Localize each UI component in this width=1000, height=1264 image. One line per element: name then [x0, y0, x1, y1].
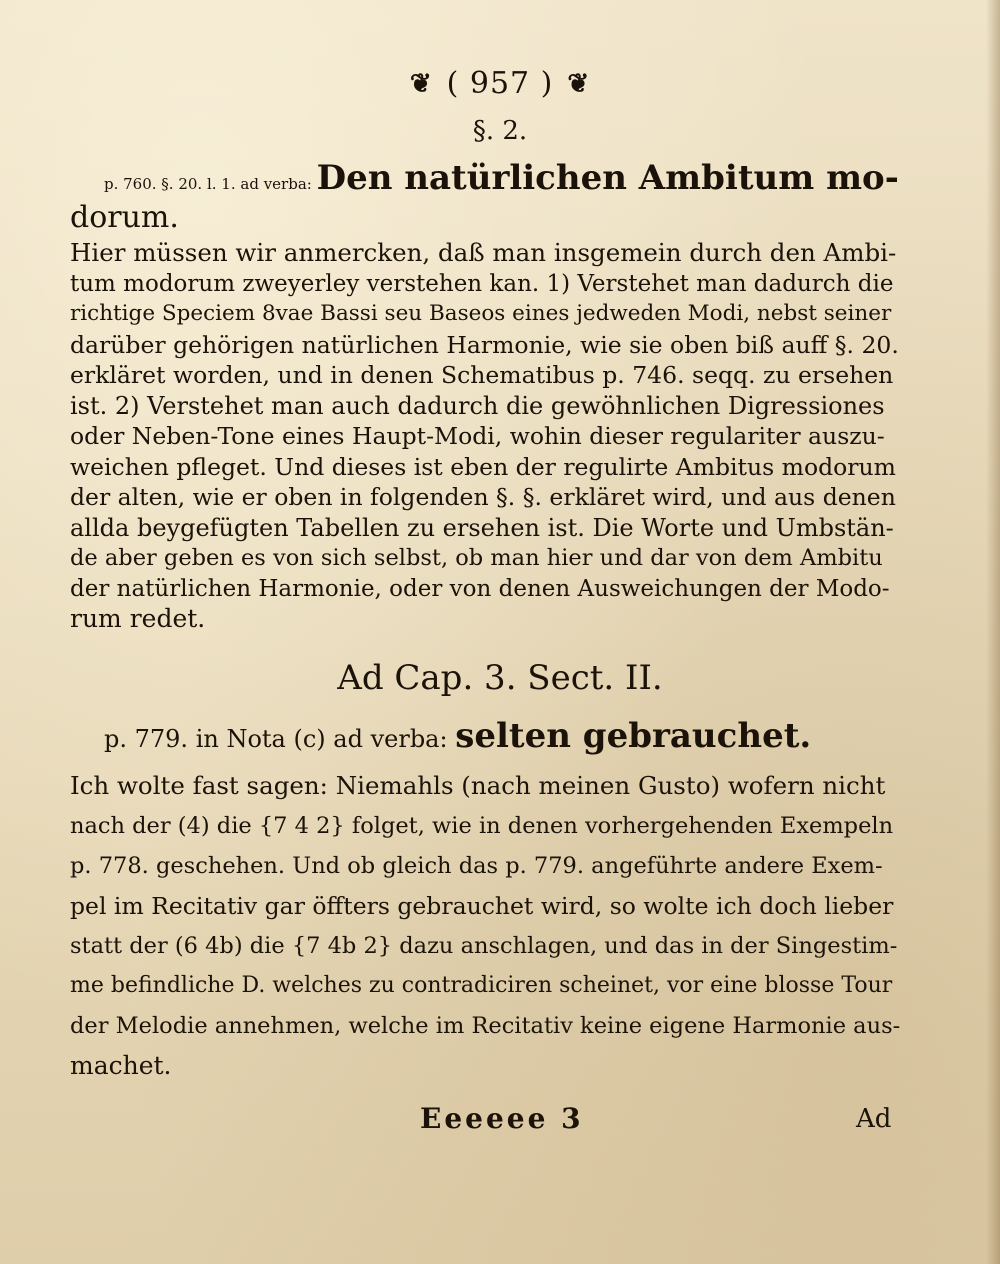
reference-quote: selten gebrauchet. [455, 716, 812, 756]
reference-prefix: p. 760. §. 20. l. 1. ad verba: [104, 175, 312, 193]
text-line: machet. [70, 1051, 172, 1080]
text-line: nach der (4) die {7 4 2} folget, wie in denen vorhergehenden Exempeln [70, 813, 894, 839]
text-line: me befindliche D. welches zu contradiciren scheinet, vor eine blosse Tour [70, 973, 893, 998]
text-line: oder Neben-Tone eines Haupt-Modi, wohin dieser regulariter auszu- [70, 422, 885, 450]
section2-body [70, 766, 900, 1086]
signature-mark: Eeeeee 3 [420, 1102, 584, 1135]
section-mark: §. 2. [472, 116, 528, 146]
text-line: de aber geben es von sich selbst, ob man hier und dar von dem Ambitu [70, 545, 883, 571]
text-line: Hier müssen wir anmercken, daß man insgemein durch den Ambi- [70, 238, 897, 267]
text-line: tum modorum zweyerley verstehen kan. 1) Verstehet man dadurch die [70, 270, 894, 297]
text-line: p. 778. geschehen. Und ob gleich das p. 779. angeführte andere Exem- [70, 853, 883, 879]
reference-quote: Den natürlichen Ambitum mo- [316, 158, 899, 198]
text-line: darüber gehörigen natürlichen Harmonie, wie sie oben biß auff §. 20. [70, 330, 899, 359]
catchword: Ad [856, 1104, 892, 1134]
text-line: allda beygefügten Tabellen zu ersehen ist. Die Worte und Umbstän- [70, 513, 894, 542]
text-line: pel im Recitativ gar öffters gebrauchet wird, so wolte ich doch lieber [70, 892, 894, 920]
page-edge-shadow [986, 0, 1000, 1264]
section1-reference [70, 158, 900, 238]
text-line: Ich wolte fast sagen: Niemahls (nach meinen Gusto) wofern nicht [70, 771, 886, 800]
text-line: richtige Speciem 8vae Bassi seu Baseos eines jedweden Modi, nebst seiner [70, 301, 892, 326]
left-ornament-icon: ❦ [409, 69, 433, 99]
section1-body [70, 238, 900, 635]
text-line: rum redet. [70, 604, 206, 633]
section2-reference [70, 716, 900, 756]
reference-line [70, 158, 900, 198]
text-line: der natürlichen Harmonie, oder von denen Ausweichungen der Modo- [70, 575, 890, 602]
text-line: der alten, wie er oben in folgenden §. §. erkläret wird, und aus denen [70, 483, 896, 511]
text-line: ist. 2) Verstehet man auch dadurch die gewöhnlichen Digressiones [70, 391, 885, 420]
reference-prefix: p. 779. in Nota (c) ad verba: [104, 725, 448, 753]
chapter-heading: Ad Cap. 3. Sect. II. [337, 658, 663, 698]
running-header [0, 66, 1000, 101]
text-line: der Melodie annehmen, welche im Recitativ keine eigene Harmonie aus- [70, 1013, 901, 1039]
reference-continuation: dorum. [70, 200, 179, 235]
reference-line [70, 716, 900, 756]
page-number: ( 957 ) [446, 66, 554, 101]
text-line: weichen pfleget. Und dieses ist eben der regulirte Ambitus modorum [70, 452, 896, 481]
text-line: statt der (6 4b) die {7 4b 2} dazu anschlagen, und das in der Singestim- [70, 933, 898, 959]
right-ornament-icon: ❦ [567, 69, 591, 99]
text-line: erkläret worden, und in denen Schematibus p. 746. seqq. zu ersehen [70, 361, 894, 389]
